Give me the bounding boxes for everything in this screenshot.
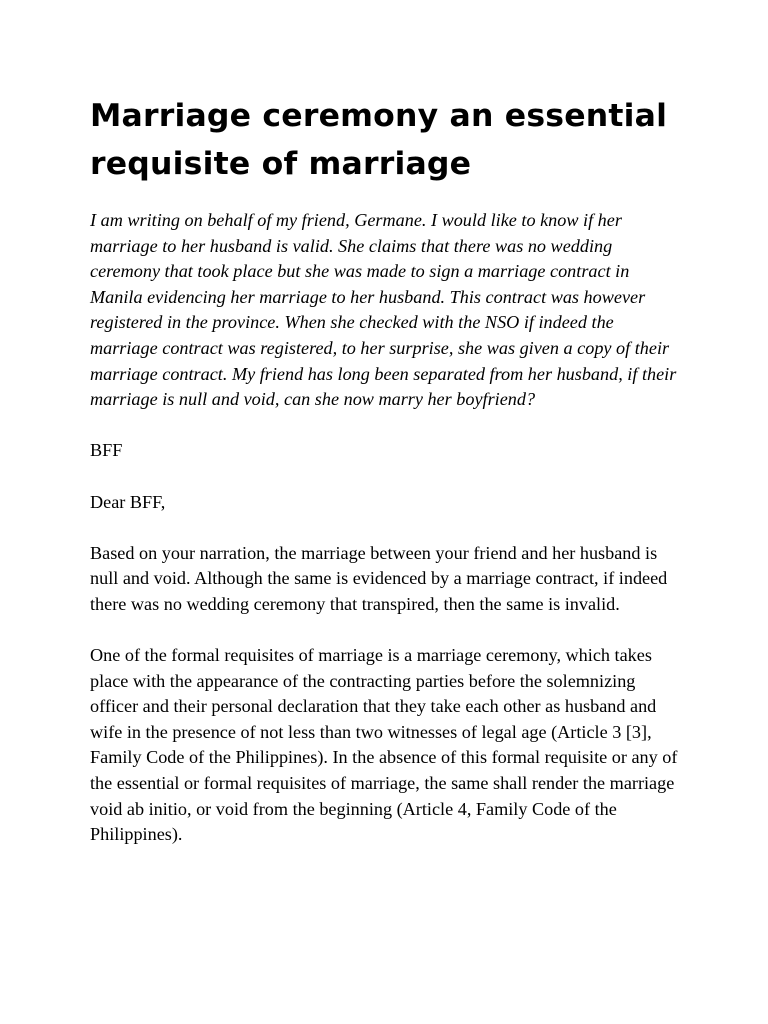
question-signature: BFF — [90, 440, 123, 461]
answer-salutation: Dear BFF, — [90, 491, 166, 512]
answer-paragraph-2: One of the formal requisites of marriage is a marriage ceremony, which takes place with the appearance of the contracting parties before the solemnizing officer and their personal declaration that they take each other as husband and wife in the presence of not less than two witnesses of legal age (Article 3 [3], Family Code of the Philippines). In the absence of this formal requisite or any of the essential or formal requisites of marriage, the same shall render the marriage void ab initio, or void from the beginning (Article 4, Family Code of the Philippines). — [90, 645, 678, 845]
article-title: Marriage ceremony an essential requisite of marriage — [90, 98, 668, 182]
answer-paragraph-1: Based on your narration, the marriage between your friend and her husband is null and void. Although the same is evidenced by a marriage contract, if indeed there was no wedding ceremony that transpired, then the same is invalid. — [90, 542, 668, 614]
document-page — [90, 92, 682, 873]
reader-question: I am writing on behalf of my friend, Germane. I would like to know if her marriage to her husband is valid. She claims that there was no wedding ceremony that took place but she was made to sign a marriage contract in Manila evidencing her marriage to her husband. This contract was however registered in the province. When she checked with the NSO if indeed the marriage contract was registered, to her surprise, she was given a copy of their marriage contract. My friend has long been separated from her husband, if their marriage is null and void, can she now marry her boyfriend? — [90, 210, 677, 410]
